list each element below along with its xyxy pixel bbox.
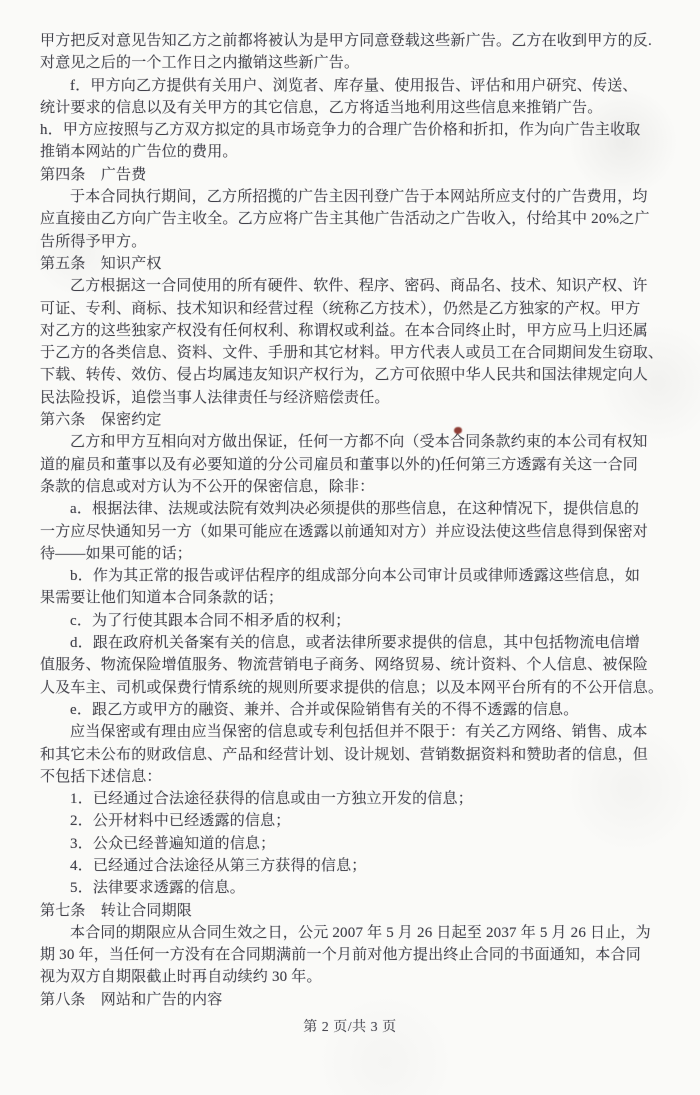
text-line: 对乙方的这些独家产权没有任何权利、称谓权或利益。在本合同终止时，甲方应马上归还属 xyxy=(40,322,649,339)
text-line: 1．已经通过合法途径获得的信息或由一方独立开发的信息； xyxy=(70,791,473,808)
text-line: 3．公众已经普遍知道的信息； xyxy=(70,835,276,852)
text-line: e．跟乙方或甲方的融资、兼并、合并或保险销售有关的不得不透露的信息。 xyxy=(70,701,579,718)
text-line: b．作为其正常的报告或评估程序的组成部分向本公司审计员或律师透露这些信息，如 xyxy=(70,568,641,585)
text-line: f．甲方向乙方提供有关用户、浏览者、库存量、使用报告、评估和用户研究、传送、 xyxy=(70,77,638,94)
page-number-footer: 第 2 页/共 3 页 xyxy=(303,1020,397,1035)
text-line: 5．法律要求透露的信息。 xyxy=(70,880,245,897)
text-line: a．根据法律、法规或法院有效判决必须提供的那些信息，在这种情况下，提供信息的 xyxy=(70,501,640,518)
text-line: 视为双方自期限截止时再自动续约 30 年。 xyxy=(40,969,322,986)
text-line: d．跟在政府机关备案有关的信息，或者法律所要求提供的信息，其中包括物流电信增 xyxy=(70,635,641,652)
text-line: 可证、专利、商标、技术知识和经营过程（统称乙方技术），仍然是乙方独家的产权。甲方 xyxy=(40,300,641,317)
text-line: 第五条 知识产权 xyxy=(40,255,162,272)
text-line: 一方应尽快通知另一方（如果可能应在透露以前通知对方）并应设法使这些信息得到保密对 xyxy=(40,523,649,540)
text-line: 人及车主、司机或保费行情系统的规则所要求提供的信息；以及本网平台所有的不公开信息。 xyxy=(40,679,664,696)
text-line: 于乙方的各类信息、资料、文件、手册和其它材料。甲方代表人或员工在合同期间发生窃取、 xyxy=(40,345,664,362)
text-line: 下载、转传、效仿、侵占均属违友知识产权行为，乙方可依照中华人民共和国法律规定向人 xyxy=(40,367,649,384)
text-line: 告所得予甲方。 xyxy=(40,233,147,250)
text-line: c．为了行使其跟本合同不相矛盾的权利； xyxy=(70,612,351,629)
text-line: 本合同的期限应从合同生效之日，公元 2007 年 5 月 26 日起至 2037 年 5 月 26 日止，为 xyxy=(70,924,651,941)
text-line: 于本合同执行期间，乙方所招揽的广告主因刊登广告于本网站所应支付的广告费用，均 xyxy=(70,189,648,206)
text-line: 乙方和甲方互相向对方做出保证，任何一方都不向（受本合同条款约束的本公司有权知 xyxy=(70,434,648,451)
text-line: 和其它未公布的财政信息、产品和经营计划、设计规划、营销数据资料和赞助者的信息，但 xyxy=(40,746,649,763)
text-line: 不包括下述信息： xyxy=(40,768,162,785)
text-line: 应直接由乙方向广告主收全。乙方应将广告主其他广告活动之广告收入，付给其中 20%之广 xyxy=(40,211,650,228)
text-line: 果需要让他们知道本合同条款的话； xyxy=(40,590,284,607)
text-line: 值服务、物流保险增值服务、物流营销电子商务、网络贸易、统计资料、个人信息、被保险 xyxy=(40,657,649,674)
text-line: 4．已经通过合法途径从第三方获得的信息； xyxy=(70,857,367,874)
text-line: 乙方根据这一合同使用的所有硬件、软件、程序、密码、商品名、技术、知识产权、许 xyxy=(70,278,648,295)
text-line: 民法险投诉，追偿当事人法律责任与经济赔偿责任。 xyxy=(40,389,390,406)
text-line: 对意见之后的一个工作日之内撤销这些新广告。 xyxy=(40,55,360,72)
text-line: 第八条 网站和广告的内容 xyxy=(40,991,223,1008)
text-line: 期 30 年，当任何一方没有在合同期满前一个月前对他方提出终止合同的书面通知，本合同 xyxy=(40,947,641,964)
text-line: 条款的信息或对方认为不公开的保密信息，除非： xyxy=(40,478,375,495)
text-line: h．甲方应按照与乙方双方拟定的具市场竞争力的合理广告价格和折扣，作为向广告主收取 xyxy=(40,122,641,139)
document-body xyxy=(40,30,666,1011)
text-line: 统计要求的信息以及有关甲方的其它信息，乙方将适当地利用这些信息来推销广告。 xyxy=(40,99,603,116)
text-line: 道的雇员和董事以及有必要知道的分公司雇员和董事以外的)任何第三方透露有关这一合同 xyxy=(40,456,638,473)
text-line: 第七条 转让合同期限 xyxy=(40,902,193,919)
text-line: 甲方把反对意见告知乙方之前都将被认为是甲方同意登载这些新广告。乙方在收到甲方的反. xyxy=(40,33,652,49)
text-line: 应当保密或有理由应当保密的信息或专利包括但并不限于：有关乙方网络、销售、成本 xyxy=(70,724,648,741)
text-line: 第四条 广告费 xyxy=(40,166,147,183)
text-line: 推销本网站的广告位的费用。 xyxy=(40,144,238,161)
text-line: 2．公开材料中已经透露的信息； xyxy=(70,813,291,830)
text-line: 第六条 保密约定 xyxy=(40,412,162,429)
text-line: 待——如果可能的话； xyxy=(40,545,193,562)
